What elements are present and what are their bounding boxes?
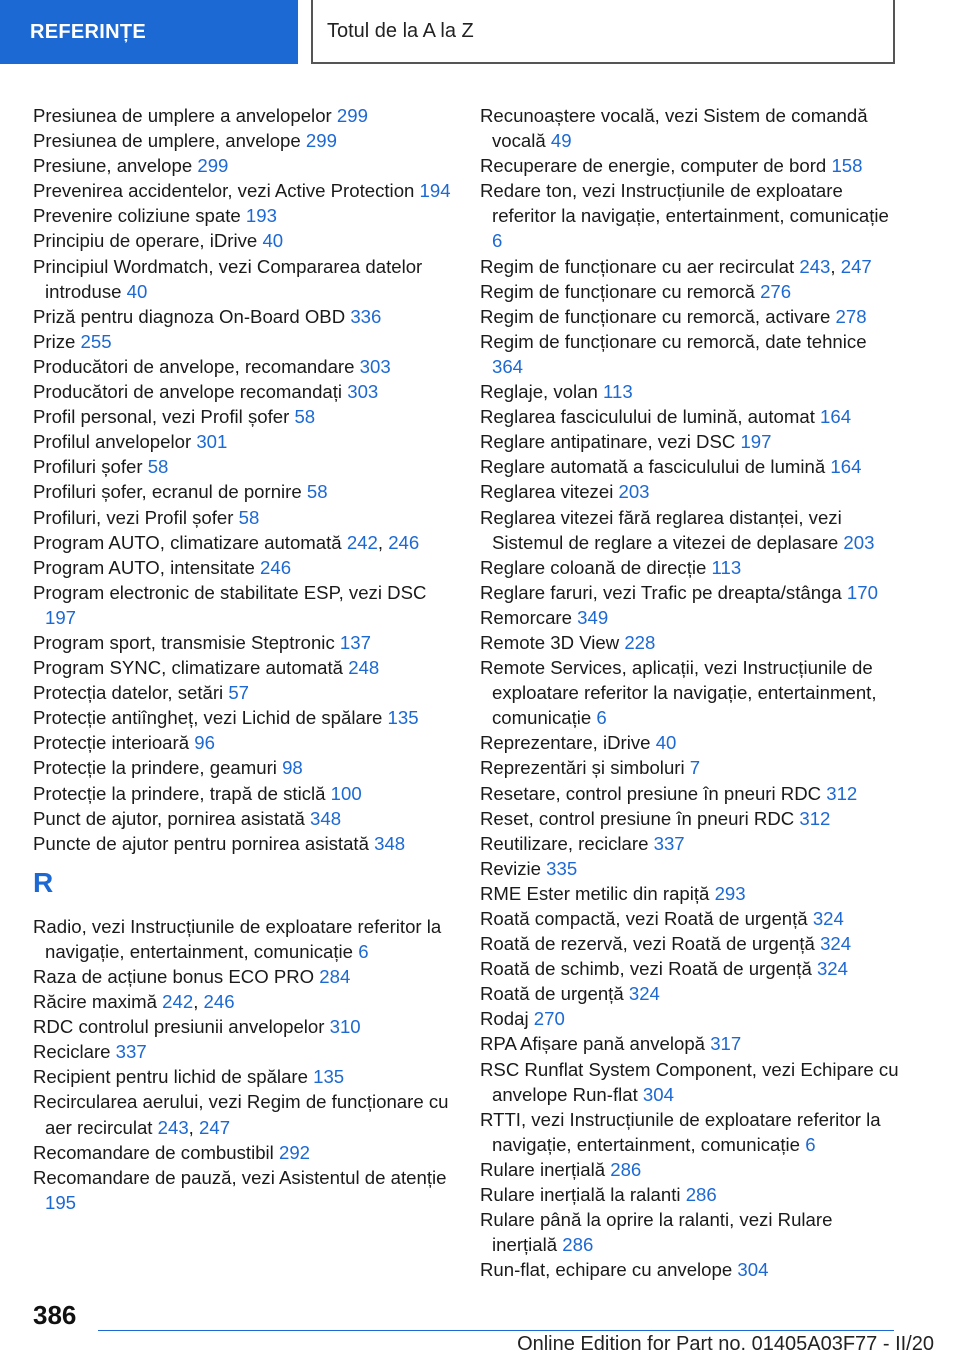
- index-entry: [480, 906, 900, 931]
- index-entry: [480, 655, 900, 730]
- page-ref-link[interactable]: 364: [492, 355, 524, 377]
- page-ref-link[interactable]: 57: [228, 682, 250, 704]
- page-ref-link[interactable]: 286: [562, 1234, 594, 1256]
- index-entry: [33, 254, 453, 304]
- index-entry: [33, 454, 453, 479]
- index-entry-text: Reglarea fasciculului de lumină, automat: [480, 406, 815, 428]
- index-entry: Regim de funcționare cu aer recirculat 243, 247: [480, 255, 872, 277]
- page-ref-link[interactable]: 203: [618, 481, 650, 503]
- index-entry: [33, 555, 453, 580]
- index-entry: [480, 555, 900, 580]
- index-entry: Program AUTO, climatizare automată 242, 246: [33, 531, 420, 553]
- index-entry-text: Răcire maximă: [33, 991, 157, 1013]
- index-entry-text: Run-flat, echipare cu anvelope: [480, 1259, 733, 1281]
- index-entry-text: Rulare inerțială la ralanti: [480, 1184, 681, 1206]
- index-entry: [480, 103, 900, 153]
- index-entry-text: Reprezentare, iDrive: [480, 732, 651, 754]
- index-entry: [33, 630, 453, 655]
- index-entry: [480, 781, 900, 806]
- page-ref-link[interactable]: 113: [603, 381, 633, 403]
- page-ref-link[interactable]: 158: [831, 155, 863, 177]
- footer-edition: Online Edition for Part no. 01405A03F77 - II/20: [517, 1333, 934, 1355]
- index-entry: [480, 379, 900, 404]
- page-ref-link[interactable]: 6: [358, 940, 369, 962]
- index-entry-text: Reglare coloană de direcție: [480, 556, 707, 578]
- index-entry-text: Recomandare de pauză, vezi Asistentul de atenție: [33, 1166, 447, 1188]
- index-entry-text: Recuperare de energie, computer de bord: [480, 155, 827, 177]
- index-entry-text: Presiunea de umplere a anvelopelor: [33, 105, 332, 126]
- section-tab: [0, 0, 298, 64]
- index-entry-text: Producători de anvelope recomandați: [33, 381, 343, 403]
- page-ref-link[interactable]: 337: [115, 1041, 147, 1063]
- index-entry: [33, 505, 453, 530]
- page-ref-link[interactable]: 270: [533, 1008, 565, 1030]
- index-entry-text: Presiunea de umplere, anvelope: [33, 130, 301, 152]
- index-entry: [33, 379, 453, 404]
- index-entry: [480, 605, 900, 630]
- page-ref-link[interactable]: 304: [737, 1259, 769, 1281]
- page-ref-link[interactable]: 248: [348, 657, 380, 679]
- index-entry: [33, 429, 453, 454]
- index-entry-text: Profilul anvelopelor: [33, 431, 192, 453]
- page-ref-link[interactable]: 58: [294, 406, 316, 428]
- index-entry-text: Producători de anvelope, recomandare: [33, 355, 355, 377]
- index-entry: [480, 630, 900, 655]
- index-entry: [33, 404, 453, 429]
- index-entry-text: Profil personal, vezi Profil șofer: [33, 406, 290, 428]
- page-ref-link[interactable]: 164: [820, 406, 852, 428]
- page-ref-link[interactable]: 6: [492, 230, 503, 252]
- page-ref-link[interactable]: 135: [313, 1066, 345, 1088]
- page-ref-link[interactable]: 324: [812, 908, 844, 929]
- page-ref-link[interactable]: 6: [805, 1133, 816, 1155]
- page-ref-link[interactable]: 304: [642, 1083, 674, 1105]
- index-entry-text: Recircularea aerului, vezi Regim de funcționare cu aer recirculat: [33, 1091, 449, 1138]
- page-ref-link[interactable]: 40: [262, 230, 284, 252]
- index-entry-text: Presiune, anvelope: [33, 155, 193, 177]
- index-entry: [33, 755, 453, 780]
- index-entry: [33, 705, 453, 730]
- page-ref-link[interactable]: 193: [245, 205, 277, 227]
- page-ref-link[interactable]: 194: [419, 180, 451, 202]
- index-entry-text: Protecția datelor, setări: [33, 682, 224, 704]
- page-ref-link[interactable]: 6: [596, 707, 607, 729]
- index-entry-text: Rodaj: [480, 1008, 529, 1030]
- index-entry: [33, 964, 453, 989]
- index-entry: [480, 505, 900, 555]
- index-entry: [480, 1182, 900, 1207]
- page-ref-link[interactable]: 40: [655, 732, 677, 754]
- index-entry-text: Redare ton, vezi Instrucțiunile de exploatare referitor la navigație, entertainment, comunicație: [480, 180, 889, 227]
- page-header: [0, 0, 960, 66]
- index-entry: [33, 479, 453, 504]
- index-entry-text: Reglaje, volan: [480, 381, 598, 403]
- index-entry-text: Reset, control presiune în pneuri RDC: [480, 807, 795, 829]
- page-ref-link[interactable]: 276: [760, 280, 792, 302]
- index-entry: [480, 178, 900, 253]
- index-entry: [480, 956, 900, 981]
- index-entry-text: Roată de schimb, vezi Roată de urgență: [480, 958, 812, 980]
- index-entry: [480, 806, 900, 831]
- index-entry-text: Recomandare de combustibil: [33, 1141, 274, 1163]
- index-entry-text: Roată de urgență: [480, 983, 624, 1005]
- page-ref-link[interactable]: 293: [714, 882, 746, 904]
- index-entry-text: Program SYNC, climatizare automată: [33, 657, 344, 679]
- index-entry: [33, 203, 453, 228]
- index-entry: [480, 1031, 900, 1056]
- index-entry-text: Reglare faruri, vezi Trafic pe dreapta/stânga: [480, 581, 842, 603]
- index-entry-text: Program sport, transmisie Steptronic: [33, 631, 335, 653]
- index-entry-text: RTTI, vezi Instrucțiunile de exploatare referitor la navigație, entertainment, comunicație: [480, 1108, 881, 1155]
- index-entry-text: Radio, vezi Instrucțiunile de exploatare referitor la navigație, entertainment, comunicație: [33, 915, 442, 962]
- index-entry-text: Profiluri, vezi Profil șofer: [33, 506, 234, 528]
- index-entry: [480, 1257, 900, 1282]
- index-entry: [33, 329, 453, 354]
- index-entry: [33, 178, 453, 203]
- page-ref-link[interactable]: 312: [826, 782, 858, 804]
- page-ref-link[interactable]: 49: [550, 130, 572, 152]
- page-ref-link[interactable]: 299: [336, 105, 368, 126]
- index-entry-text: Prevenire coliziune spate: [33, 205, 241, 227]
- index-entry: [480, 153, 900, 178]
- index-entry-text: Recunoaștere vocală, vezi Sistem de comandă vocală: [480, 105, 868, 152]
- page-ref-link[interactable]: 255: [80, 330, 112, 352]
- index-entry: [33, 304, 453, 329]
- index-entry: [480, 755, 900, 780]
- page-ref-link[interactable]: 299: [197, 155, 229, 177]
- page-ref-link[interactable]: 113: [711, 556, 742, 578]
- index-entry-text: Resetare, control presiune în pneuri RDC: [480, 782, 822, 804]
- index-entry: [33, 228, 453, 253]
- index-entry-text: Reglarea vitezei fără reglarea distanței, vezi Sistemul de reglare a vitezei de deplasare: [480, 506, 842, 553]
- page-ref-link[interactable]: 243: [157, 1116, 189, 1138]
- page-ref-link[interactable]: 197: [45, 606, 77, 628]
- page-ref-link[interactable]: 337: [653, 832, 685, 854]
- index-entry: [480, 981, 900, 1006]
- page-ref-link[interactable]: 246: [203, 991, 235, 1013]
- index-entry-text: Puncte de ajutor pentru pornirea asistată: [33, 832, 369, 854]
- index-entry-text: RSC Runflat System Component, vezi Echipare cu anvelope Run-flat: [480, 1058, 899, 1105]
- page-ref-link[interactable]: 98: [282, 757, 303, 779]
- index-entry-text: Profiluri șofer, ecranul de pornire: [33, 481, 302, 503]
- page-ref-link[interactable]: 286: [685, 1184, 717, 1206]
- page-ref-link[interactable]: 246: [260, 556, 292, 578]
- index-entry-text: RME Ester metilic din rapiță: [480, 882, 710, 904]
- index-entry-text: Profiluri șofer: [33, 456, 143, 478]
- index-entry: [480, 1057, 900, 1107]
- index-entry-text: Program AUTO, intensitate: [33, 556, 255, 578]
- index-entry-text: Regim de funcționare cu aer recirculat: [480, 255, 795, 277]
- page-ref-link[interactable]: 303: [347, 381, 379, 403]
- index-entry-text: Program electronic de stabilitate ESP, vezi DSC: [33, 581, 427, 603]
- index-entry-text: Prize: [33, 330, 76, 352]
- index-entry: [480, 1207, 900, 1257]
- footer-divider: [98, 1330, 894, 1331]
- index-entry-text: Roată de rezervă, vezi Roată de urgență: [480, 933, 815, 955]
- index-entry-text: Rulare inerțială: [480, 1158, 606, 1180]
- page-ref-link[interactable]: 312: [799, 807, 831, 829]
- index-entry: [33, 806, 453, 831]
- index-entry: [480, 730, 900, 755]
- page-ref-link[interactable]: 242: [346, 531, 378, 553]
- index-entry: Răcire maximă 242, 246: [33, 991, 235, 1013]
- page-ref-link[interactable]: 324: [628, 983, 660, 1005]
- index-entry-text: Regim de funcționare cu remorcă, activare: [480, 305, 831, 327]
- index-entry-text: Program AUTO, climatizare automată: [33, 531, 342, 553]
- index-entry: [33, 580, 453, 630]
- chapter-box: [311, 0, 895, 64]
- index-column-left: [33, 103, 453, 1215]
- index-entry: [33, 103, 453, 128]
- page-ref-link[interactable]: 203: [843, 531, 875, 553]
- page-ref-link[interactable]: 164: [830, 456, 862, 478]
- index-entry-text: Remorcare: [480, 606, 572, 628]
- index-entry: [480, 1107, 900, 1157]
- index-entry: [33, 680, 453, 705]
- index-entry-text: Rulare până la oprire la ralanti, vezi Rulare inerțială: [480, 1209, 833, 1256]
- page-ref-link[interactable]: 40: [126, 280, 148, 302]
- index-entry-text: Principiul Wordmatch, vezi Compararea datelor introduse: [33, 255, 423, 302]
- page-ref-link[interactable]: 242: [162, 991, 194, 1013]
- index-entry-text: Reprezentări și simboluri: [480, 757, 685, 779]
- page-ref-link[interactable]: 246: [388, 531, 420, 553]
- index-entry: [480, 454, 900, 479]
- page-ref-link[interactable]: 324: [816, 958, 848, 980]
- page-ref-link[interactable]: 278: [835, 305, 867, 327]
- index-entry: [480, 1006, 900, 1031]
- index-entry-text: Reglarea vitezei: [480, 481, 614, 503]
- page-ref-link[interactable]: 247: [840, 255, 872, 277]
- index-entry: [33, 1014, 453, 1039]
- page-ref-link[interactable]: 58: [238, 506, 260, 528]
- index-entry: [33, 730, 453, 755]
- index-entry-text: Punct de ajutor, pornirea asistată: [33, 807, 305, 829]
- index-entry: [480, 279, 900, 304]
- page-number: 386: [33, 1300, 77, 1330]
- index-entry: [33, 128, 453, 153]
- page-ref-link[interactable]: 303: [359, 355, 391, 377]
- index-entry-text: Reutilizare, reciclare: [480, 832, 649, 854]
- index-entry-text: Protecție la prindere, geamuri: [33, 757, 277, 779]
- page-ref-link[interactable]: 228: [624, 631, 656, 653]
- index-entry: [33, 1039, 453, 1064]
- page-ref-link[interactable]: 301: [196, 431, 228, 453]
- index-entry: [480, 404, 900, 429]
- page-ref-link[interactable]: 197: [740, 431, 772, 453]
- index-entry: [33, 153, 453, 178]
- index-entry-text: RPA Afișare pană anvelopă: [480, 1033, 706, 1055]
- page-ref-link[interactable]: 348: [374, 832, 406, 854]
- index-entry: Recircularea aerului, vezi Regim de funcționare cu aer recirculat 243, 247: [33, 1091, 449, 1138]
- index-entry-text: Reglare antipatinare, vezi DSC: [480, 431, 736, 453]
- index-entry-text: Protecție antiîngheț, vezi Lichid de spălare: [33, 707, 383, 729]
- index-entry: [33, 914, 453, 964]
- page-ref-link[interactable]: 58: [306, 481, 328, 503]
- page-ref-link[interactable]: 137: [339, 631, 371, 653]
- index-entry: [33, 655, 453, 680]
- page-ref-link[interactable]: 317: [710, 1033, 742, 1055]
- page-ref-link[interactable]: 58: [147, 456, 169, 478]
- index-entry-text: Reglare automată a fasciculului de lumină: [480, 456, 826, 478]
- index-entry: [33, 354, 453, 379]
- page-ref-link[interactable]: 96: [194, 732, 215, 754]
- page-ref-link[interactable]: 292: [278, 1141, 311, 1163]
- index-entry-text: Raza de acțiune bonus ECO PRO: [33, 966, 315, 987]
- index-entry-text: Revizie: [480, 857, 541, 879]
- index-entry-text: Protecție la prindere, trapă de sticlă: [33, 782, 326, 804]
- section-title: REFERINȚE: [30, 20, 147, 43]
- page-ref-link[interactable]: 284: [319, 966, 351, 987]
- page-ref-link[interactable]: 348: [310, 807, 342, 829]
- page-ref-link[interactable]: 7: [689, 757, 701, 779]
- index-entry-text: RDC controlul presiunii anvelopelor: [33, 1016, 325, 1038]
- index-entry-text: Prevenirea accidentelor, vezi Active Protection: [33, 180, 415, 202]
- chapter-title: Totul de la A la Z: [327, 19, 474, 42]
- index-entry: [480, 1157, 900, 1182]
- index-entry-text: Protecție interioară: [33, 732, 190, 754]
- index-entry: [480, 931, 900, 956]
- index-entry: [480, 479, 900, 504]
- index-entry: [480, 329, 900, 379]
- index-entry: [480, 429, 900, 454]
- index-entry: [33, 1140, 453, 1165]
- index-entry-text: Regim de funcționare cu remorcă, date tehnice: [480, 330, 867, 352]
- index-entry: [33, 1064, 453, 1089]
- index-entry: [480, 881, 900, 906]
- index-entry-text: Remote Services, aplicații, vezi Instrucțiunile de exploatare referitor la navigație, entertainment, comunicație: [480, 657, 877, 729]
- index-entry: [480, 304, 900, 329]
- page-ref-link[interactable]: 336: [350, 305, 382, 327]
- page-ref-link[interactable]: 247: [199, 1116, 231, 1138]
- page-ref-link[interactable]: 335: [546, 857, 578, 879]
- page-ref-link[interactable]: 170: [846, 581, 878, 603]
- page-ref-link[interactable]: 135: [387, 707, 419, 729]
- page-ref-link[interactable]: 195: [45, 1191, 77, 1213]
- index-entry: [33, 831, 453, 856]
- index-entry: [480, 580, 900, 605]
- index-entry: [33, 781, 453, 806]
- index-letter-heading: R: [33, 866, 54, 898]
- page-ref-link[interactable]: 286: [610, 1158, 642, 1180]
- index-entry-text: Recipient pentru lichid de spălare: [33, 1066, 308, 1088]
- index-entry-text: Regim de funcționare cu remorcă: [480, 280, 755, 302]
- index-entry-text: Roată compactă, vezi Roată de urgență: [480, 908, 808, 929]
- index-column-right: [480, 103, 900, 1282]
- page-ref-link[interactable]: 310: [329, 1016, 361, 1038]
- index-entry-text: Principiu de operare, iDrive: [33, 230, 258, 252]
- index-entry-text: Reciclare: [33, 1041, 111, 1063]
- page-ref-link[interactable]: 100: [330, 782, 362, 804]
- index-entry-text: Priză pentru diagnoza On-Board OBD: [33, 305, 346, 327]
- page-ref-link[interactable]: 299: [305, 130, 337, 152]
- index-entry: [480, 856, 900, 881]
- page-ref-link[interactable]: 243: [799, 255, 831, 277]
- index-entry: [33, 1165, 453, 1215]
- page-ref-link[interactable]: 324: [820, 933, 852, 955]
- index-entry: [480, 831, 900, 856]
- index-entry-text: Remote 3D View: [480, 631, 620, 653]
- page-ref-link[interactable]: 349: [577, 606, 609, 628]
